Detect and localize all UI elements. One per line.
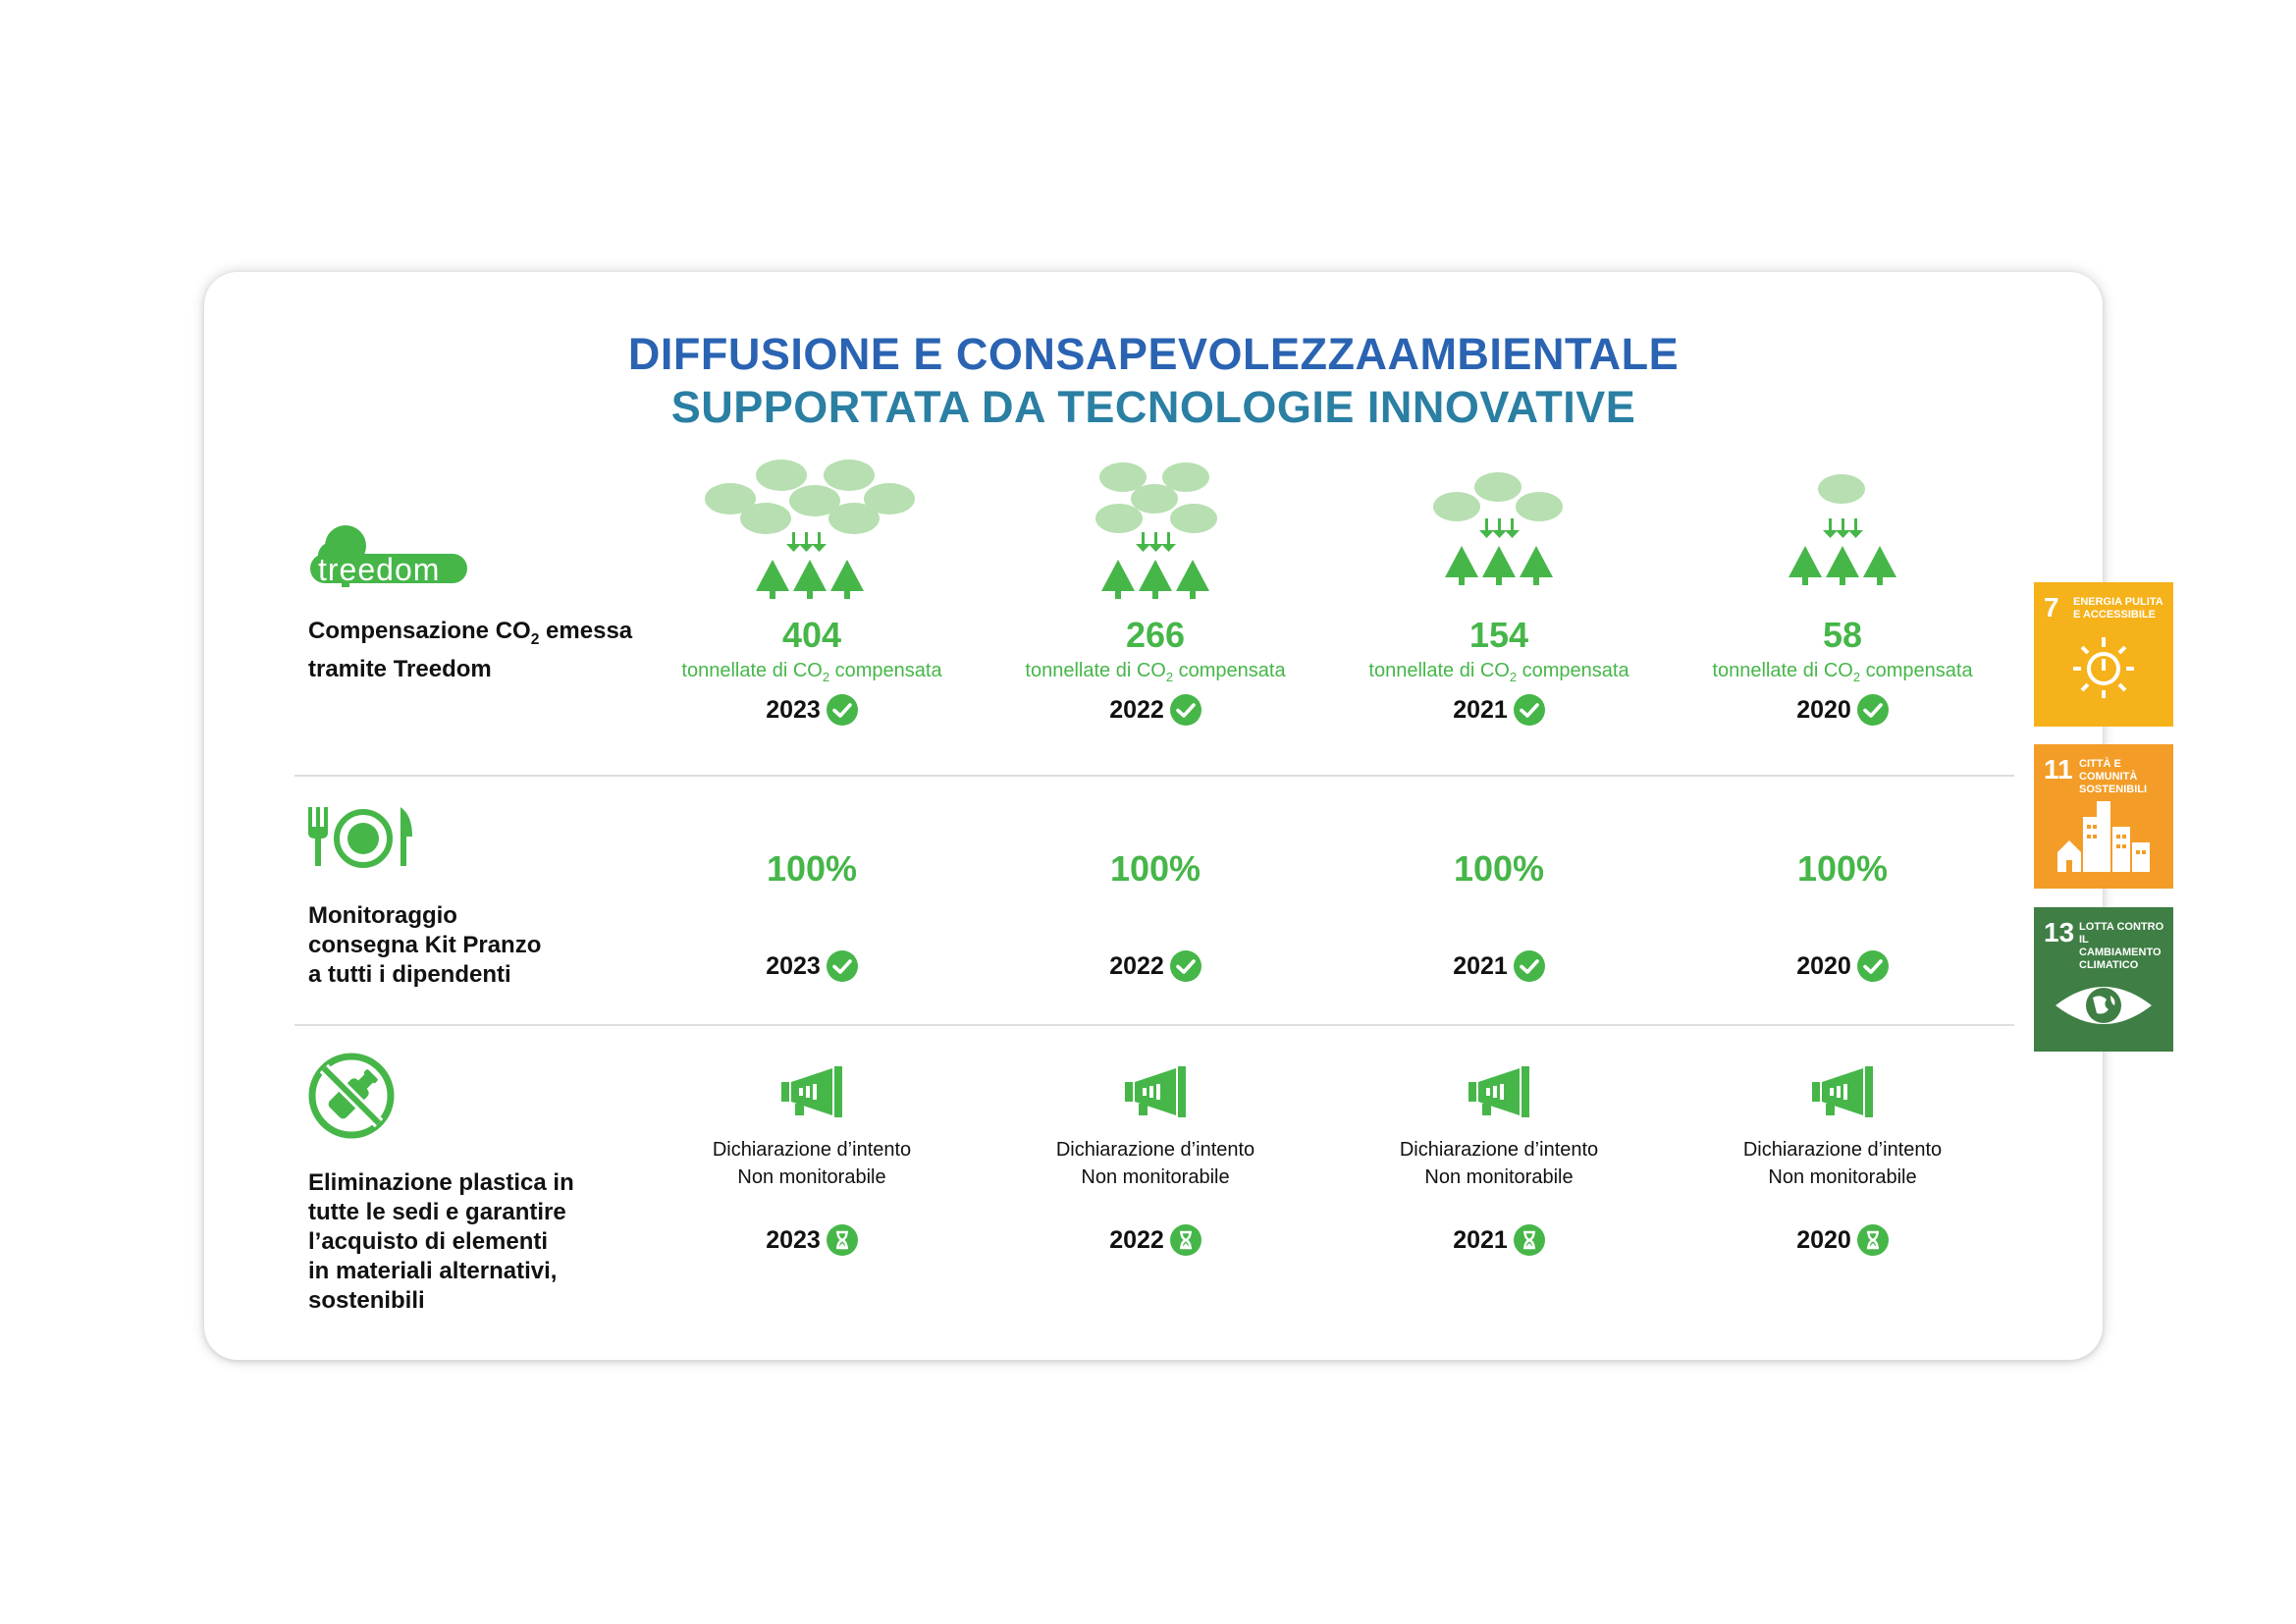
co2-value: 58 [1822, 615, 1863, 655]
year-status: 2023 [650, 950, 974, 982]
co2-column-2022 [993, 615, 1317, 726]
city-buildings-icon [2054, 795, 2154, 874]
lunch-value: 100% [1109, 848, 1201, 889]
title-line-1: DIFFUSIONE E CONSAPEVOLEZZAAMBIENTALE [627, 329, 1680, 379]
co2-column-2023 [650, 615, 974, 726]
page-title [204, 328, 2103, 434]
co2-value: 154 [1468, 615, 1529, 655]
co2-clouds-trees-icon-2021 [1384, 463, 1610, 591]
co2-clouds-trees-icon-2020 [1728, 463, 1953, 591]
year-status: 2022 [993, 950, 1317, 982]
check-icon [1170, 950, 1201, 982]
hourglass-icon [1857, 1224, 1889, 1256]
lunch-value: 100% [1796, 848, 1889, 889]
sdg-7-tile [2034, 582, 2173, 727]
year-status: 2021 [1337, 950, 1661, 982]
year-status: 2020 [1681, 694, 2004, 726]
treedom-logo-text: treedom [318, 552, 441, 587]
plastic-column-2023 [650, 1066, 974, 1256]
co2-clouds-trees-icon-2022 [1041, 454, 1266, 601]
declaration-line-1: Dichiarazione d’intento [1055, 1139, 1255, 1161]
co2-clouds-trees-icon-2023 [697, 454, 923, 601]
sdg-13-tile [2034, 907, 2173, 1052]
lunch-row-label: Monitoraggio consegna Kit Pranzo a tutti i dipendenti [308, 902, 542, 988]
check-icon [827, 694, 858, 726]
sdg-number: 7 [2044, 592, 2059, 623]
year-status: 2020 [1681, 950, 2004, 982]
megaphone-icon [1810, 1066, 1875, 1117]
hourglass-icon [1170, 1224, 1201, 1256]
sdg-title: ENERGIA PULITA E ACCESSIBILE [2073, 596, 2163, 621]
lunch-column-2020 [1681, 848, 2004, 982]
lunch-column-2023 [650, 848, 974, 982]
declaration-line-2: Non monitorabile [737, 1166, 886, 1188]
declaration-line-1: Dichiarazione d’intento [1742, 1139, 1943, 1161]
plastic-row-label: Eliminazione plastica in tutte le sedi e garantire l’acquisto di elementi in materiali alternativi, sostenibili [308, 1169, 574, 1314]
plastic-column-2022 [993, 1066, 1317, 1256]
year-status: 2022 [993, 694, 1317, 726]
treedom-logo [306, 522, 475, 591]
co2-value: 266 [1125, 615, 1186, 655]
sdg-number: 11 [2044, 754, 2073, 785]
plastic-column-2020 [1681, 1066, 2004, 1256]
co2-column-2021 [1337, 615, 1661, 726]
co2-column-2020 [1681, 615, 2004, 726]
year-status: 2023 [650, 1224, 974, 1256]
title-line-2: SUPPORTATA DA TECNOLOGIE INNOVATIVE [670, 382, 1636, 432]
sdg-title: LOTTA CONTRO IL CAMBIAMENTO CLIMATICO [2079, 921, 2164, 971]
megaphone-icon [779, 1066, 844, 1117]
check-icon [1514, 694, 1545, 726]
declaration-line-2: Non monitorabile [1081, 1166, 1230, 1188]
plastic-column-2021 [1337, 1066, 1661, 1256]
year-status: 2021 [1337, 1224, 1661, 1256]
declaration-line-2: Non monitorabile [1768, 1166, 1917, 1188]
check-icon [1170, 694, 1201, 726]
sdg-title: CITTÀ E COMUNITÀ SOSTENIBILI [2079, 758, 2148, 795]
check-icon [1857, 694, 1889, 726]
megaphone-icon [1467, 1066, 1531, 1117]
lunch-value: 100% [766, 848, 858, 889]
year-status: 2020 [1681, 1224, 2004, 1256]
co2-unit: tonnellate di $CO_2$ compensata [1025, 660, 1286, 684]
co2-unit: tonnellate di $CO_2$ compensata [681, 660, 942, 684]
lunch-value: 100% [1453, 848, 1545, 889]
no-plastic-bottle-icon [306, 1051, 397, 1141]
lunch-column-2022 [993, 848, 1317, 982]
declaration-line-2: Non monitorabile [1424, 1166, 1574, 1188]
eye-globe-icon [2052, 976, 2156, 1035]
sun-power-icon [2069, 631, 2138, 700]
hourglass-icon [1514, 1224, 1545, 1256]
hourglass-icon [827, 1224, 858, 1256]
year-status: 2021 [1337, 694, 1661, 726]
fork-plate-knife-icon [306, 805, 416, 870]
year-status: 2023 [650, 694, 974, 726]
year-status: 2022 [993, 1224, 1317, 1256]
sdg-11-tile [2034, 744, 2173, 889]
row-divider [294, 1024, 2014, 1026]
check-icon [827, 950, 858, 982]
check-icon [1857, 950, 1889, 982]
row-divider [294, 775, 2014, 777]
co2-unit: tonnellate di $CO_2$ compensata [1712, 660, 1973, 684]
co2-unit: tonnellate di $CO_2$ compensata [1368, 660, 1629, 684]
declaration-line-1: Dichiarazione d’intento [1399, 1139, 1599, 1161]
sdg-number: 13 [2044, 917, 2075, 947]
megaphone-icon [1123, 1066, 1188, 1117]
check-icon [1514, 950, 1545, 982]
lunch-column-2021 [1337, 848, 1661, 982]
co2-row-label: Compensazione $CO_2$ emessa tramite Treedom [308, 618, 633, 682]
declaration-line-1: Dichiarazione d’intento [712, 1139, 912, 1161]
co2-value: 404 [781, 615, 842, 655]
